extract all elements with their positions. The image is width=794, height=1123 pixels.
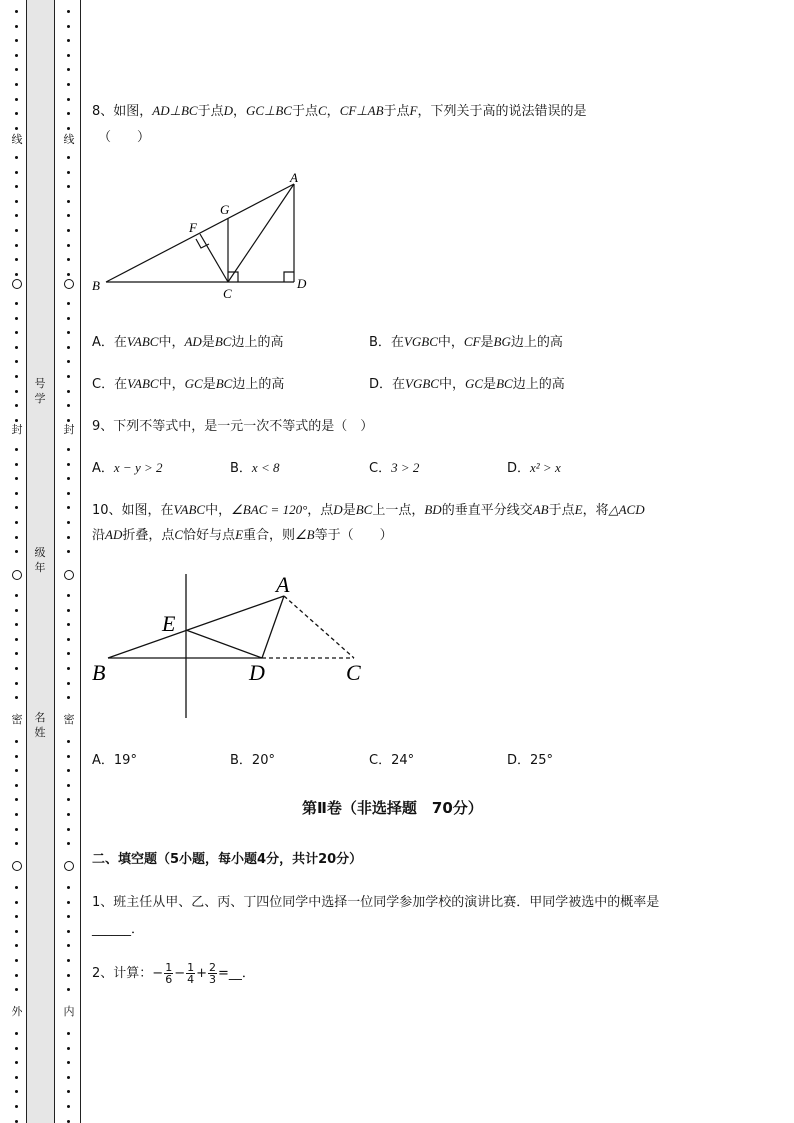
margin-dot [15, 521, 18, 524]
margin-dot [15, 331, 18, 334]
q10-segment-ad [262, 596, 284, 658]
margin-dot [67, 448, 70, 451]
margin-dot [67, 302, 70, 305]
margin-dot [15, 1105, 18, 1108]
margin-dot [15, 682, 18, 685]
margin-dot [15, 930, 18, 933]
margin-dot [67, 360, 70, 363]
margin-dot [67, 550, 70, 553]
margin-dot [67, 25, 70, 28]
q10-figure [92, 568, 382, 723]
margin-seal-mark: 线 [11, 133, 23, 146]
q10-option-d[interactable]: D．25° [507, 753, 554, 768]
margin-dot [67, 842, 70, 845]
margin-dot [15, 54, 18, 57]
margin-dot [15, 492, 18, 495]
margin-dot [15, 609, 18, 612]
q8-label-a: A [290, 170, 298, 185]
margin-dot [67, 521, 70, 524]
margin-dot [67, 404, 70, 407]
margin-dot [67, 696, 70, 699]
q8-segment-cf [200, 234, 228, 282]
q9-option-b[interactable]: B．x < 8 [230, 460, 280, 476]
f1-blank: ______． [92, 922, 145, 937]
margin-dot [67, 1047, 70, 1050]
margin-dot [67, 214, 70, 217]
margin-dot [15, 842, 18, 845]
margin-dot [67, 1090, 70, 1093]
margin-dot [15, 536, 18, 539]
margin-dot [15, 696, 18, 699]
margin-dot [15, 886, 18, 889]
margin-dot [67, 375, 70, 378]
margin-circle-mark [12, 570, 22, 580]
margin-dot [15, 755, 18, 758]
margin-dot [67, 798, 70, 801]
margin-dot [67, 594, 70, 597]
q9-option-c[interactable]: C．3 > 2 [369, 460, 420, 476]
margin-dot [15, 959, 18, 962]
margin-circle-mark [12, 861, 22, 871]
margin-dot [15, 623, 18, 626]
q10-option-a[interactable]: A．19° [92, 753, 137, 768]
margin-seal-mark: 线 [63, 133, 75, 146]
q8-option-c[interactable]: C．在VABC中，GC是BC边上的高 [92, 376, 285, 392]
f2-fraction-3: $\frac{2}{3}$ [209, 961, 216, 986]
margin-dot [67, 258, 70, 261]
margin-dot [67, 229, 70, 232]
margin-dot [67, 39, 70, 42]
margin-seal-mark: 封 [11, 423, 23, 436]
q8-label-f: F [189, 220, 197, 235]
inner-dot-column [64, 0, 74, 1123]
margin-dot [15, 1047, 18, 1050]
margin-dot [15, 506, 18, 509]
margin-dot [67, 813, 70, 816]
margin-dot [67, 477, 70, 480]
margin-dot [15, 477, 18, 480]
margin-dot [15, 419, 18, 422]
margin-dot [15, 200, 18, 203]
margin-circle-mark [64, 279, 74, 289]
margin-dot [67, 740, 70, 743]
margin-dot [67, 1120, 70, 1123]
margin-dot [15, 1090, 18, 1093]
margin-dot [67, 1105, 70, 1108]
margin-dot [67, 127, 70, 130]
margin-dot [67, 317, 70, 320]
q10-label-d: D [249, 660, 265, 685]
margin-dot [67, 901, 70, 904]
margin-dot [67, 419, 70, 422]
margin-dot [15, 229, 18, 232]
margin-dot [15, 784, 18, 787]
field-name: 名姓 [34, 711, 46, 739]
q10-stem-line1: 10、如图，在VABC中，∠BAC = 120°，点D是BC上一点，BD的垂直平分线交AB于点E，将△ACD [92, 502, 645, 518]
margin-dot [15, 974, 18, 977]
margin-dot [15, 448, 18, 451]
margin-dot [67, 200, 70, 203]
margin-dot [15, 390, 18, 393]
q8-figure [92, 170, 322, 300]
margin-dot [15, 171, 18, 174]
margin-dot [15, 244, 18, 247]
q8-answer-paren: （ ） [98, 130, 151, 145]
field-student-no: 号学 [34, 377, 46, 405]
margin-dot [67, 244, 70, 247]
margin-circle-mark [64, 861, 74, 871]
margin-dot [67, 944, 70, 947]
margin-dot [15, 813, 18, 816]
margin-dot [67, 959, 70, 962]
margin-dot [67, 755, 70, 758]
part2-title: 第Ⅱ卷（非选择题 70分） [302, 799, 483, 817]
margin-dot [67, 54, 70, 57]
margin-dot [15, 988, 18, 991]
margin-dot [15, 901, 18, 904]
margin-dot [67, 784, 70, 787]
margin-rule [80, 0, 81, 1123]
margin-dot [67, 68, 70, 71]
margin-dot [15, 550, 18, 553]
f1-stem: 1、班主任从甲、乙、丙、丁四位同学中选择一位同学参加学校的演讲比赛．甲同学被选中的概率是 [92, 895, 660, 910]
margin-seal-mark: 外 [11, 1005, 23, 1018]
margin-dot [15, 375, 18, 378]
exam-content [92, 0, 782, 1123]
margin-dot [15, 360, 18, 363]
margin-dot [67, 1076, 70, 1079]
margin-dot [67, 331, 70, 334]
margin-dot [15, 798, 18, 801]
margin-dot [67, 171, 70, 174]
margin-circle-mark [12, 279, 22, 289]
margin-dot [67, 930, 70, 933]
f2-fraction-2: $\frac{1}{4}$ [187, 961, 195, 986]
q9-option-a[interactable]: A．x − y > 2 [92, 460, 163, 476]
margin-dot [15, 404, 18, 407]
margin-dot [15, 302, 18, 305]
margin-dot [67, 536, 70, 539]
margin-seal-mark: 封 [63, 423, 75, 436]
margin-dot [15, 39, 18, 42]
margin-dot [15, 98, 18, 101]
q9-stem: 9、下列不等式中，是一元一次不等式的是（ ） [92, 419, 374, 434]
margin-dot [67, 98, 70, 101]
margin-dot [67, 390, 70, 393]
margin-dot [67, 769, 70, 772]
margin-dot [67, 10, 70, 13]
margin-dot [67, 974, 70, 977]
q8-option-a[interactable]: A．在VABC中，AD是BC边上的高 [92, 334, 284, 350]
q10-segment-ac [284, 596, 354, 658]
q8-segment-ca [228, 184, 294, 282]
margin-dot [15, 667, 18, 670]
margin-dot [67, 886, 70, 889]
margin-dot [15, 10, 18, 13]
q10-segment-ed [186, 630, 262, 658]
q10-stem-line2: 沿AD折叠，点C恰好与点E重合，则∠B等于（ ） [92, 527, 393, 543]
margin-dot [15, 594, 18, 597]
margin-dot [15, 68, 18, 71]
q8-segment-ba [106, 184, 294, 282]
margin-dot [67, 828, 70, 831]
margin-dot [67, 156, 70, 159]
fill-section-heading: 二、填空题（5小题，每小题4分，共计20分） [92, 852, 363, 867]
q8-option-b[interactable]: B．在VGBC中，CF是BG边上的高 [369, 334, 563, 350]
margin-dot [15, 463, 18, 466]
q10-label-c: C [346, 660, 361, 685]
margin-dot [67, 112, 70, 115]
margin-dot [15, 638, 18, 641]
q8-option-d[interactable]: D．在VGBC中，GC是BC边上的高 [369, 376, 565, 392]
margin-dot [67, 638, 70, 641]
margin-dot [15, 214, 18, 217]
margin-dot [15, 1076, 18, 1079]
margin-dot [15, 317, 18, 320]
margin-dot [67, 667, 70, 670]
margin-dot [15, 1120, 18, 1123]
margin-dot [67, 609, 70, 612]
q10-label-b: B [92, 660, 106, 685]
q10-option-c[interactable]: C．24° [369, 753, 415, 768]
margin-dot [67, 988, 70, 991]
margin-dot [67, 273, 70, 276]
margin-dot [15, 25, 18, 28]
margin-dot [15, 258, 18, 261]
q8-label-d: D [297, 276, 307, 291]
margin-dot [15, 346, 18, 349]
margin-dot [67, 83, 70, 86]
field-grade: 级年 [34, 546, 46, 574]
margin-dot [67, 346, 70, 349]
margin-dot [67, 652, 70, 655]
q10-segment-ba [108, 596, 284, 658]
margin-dot [15, 83, 18, 86]
margin-dot [67, 623, 70, 626]
margin-dot [15, 652, 18, 655]
margin-dot [15, 156, 18, 159]
q8-label-g: G [220, 202, 230, 217]
margin-dot [67, 492, 70, 495]
margin-dot [15, 112, 18, 115]
q8-label-b: B [92, 278, 100, 293]
f2-fraction-1: $\frac{1}{6}$ [165, 961, 173, 986]
margin-dot [15, 1032, 18, 1035]
margin-dot [15, 273, 18, 276]
margin-seal-mark: 密 [11, 713, 23, 726]
q10-label-e: E [162, 611, 176, 636]
q8-right-angle-d [284, 272, 294, 282]
margin-dot [67, 506, 70, 509]
q8-label-c: C [223, 286, 232, 300]
margin-dot [15, 1061, 18, 1064]
q10-option-b[interactable]: B．20° [230, 753, 275, 768]
f2-stem: 2、计算：− $\frac{1}{6}$ − $\frac{1}{4}$ + $\frac{2}{3}$ =__． [92, 961, 255, 986]
binding-margin [0, 0, 82, 1123]
margin-dot [67, 463, 70, 466]
margin-dot [15, 915, 18, 918]
q10-label-a: A [276, 572, 290, 597]
margin-dot [15, 185, 18, 188]
margin-dot [15, 740, 18, 743]
margin-dot [67, 185, 70, 188]
margin-dot [67, 1032, 70, 1035]
margin-seal-mark: 内 [63, 1005, 75, 1018]
margin-dot [15, 828, 18, 831]
outer-dot-column [12, 0, 22, 1123]
margin-dot [67, 1061, 70, 1064]
margin-dot [67, 915, 70, 918]
margin-dot [15, 127, 18, 130]
margin-dot [15, 769, 18, 772]
q9-option-d[interactable]: D．x² > x [507, 460, 561, 476]
margin-seal-mark: 密 [63, 713, 75, 726]
margin-dot [15, 944, 18, 947]
q8-stem: 8、如图，AD⊥BC于点D，GC⊥BC于点C，CF⊥AB于点F，下列关于高的说法错误的是 [92, 103, 587, 119]
margin-dot [67, 682, 70, 685]
margin-circle-mark [64, 570, 74, 580]
